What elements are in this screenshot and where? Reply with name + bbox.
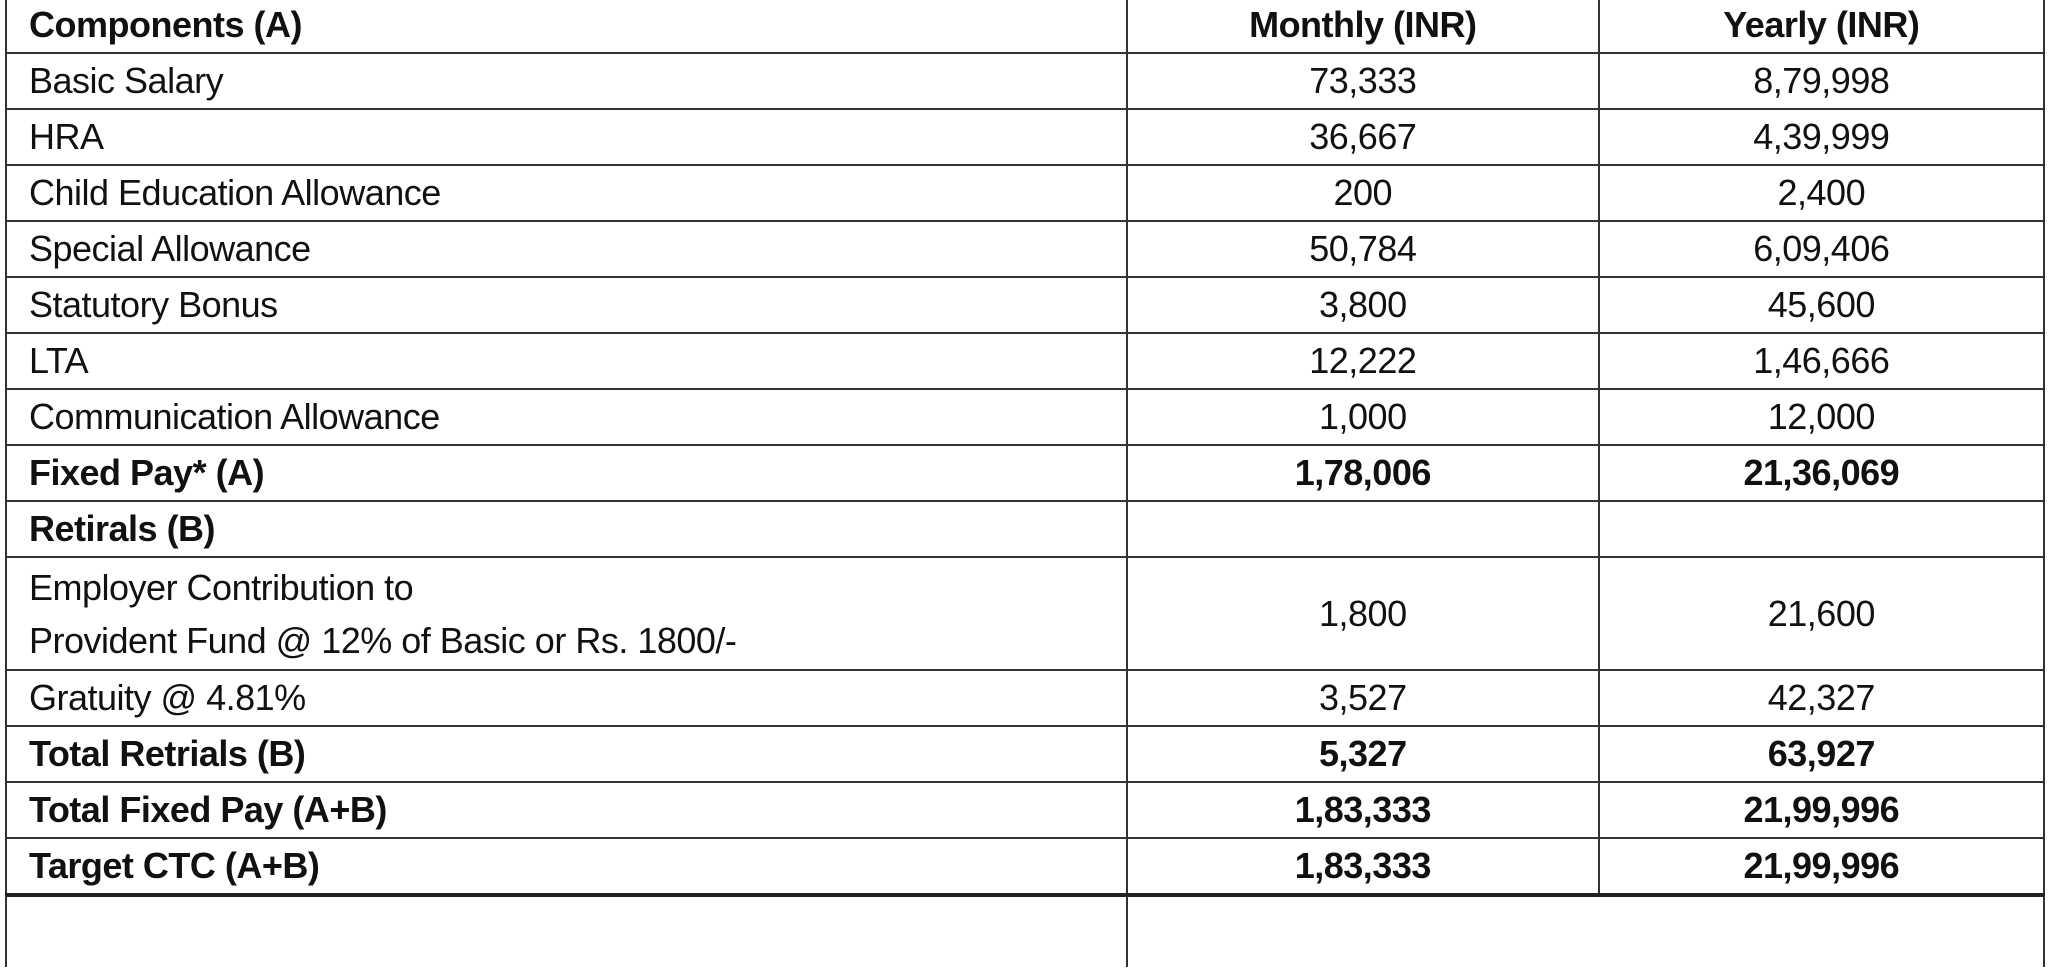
row-yearly: 63,927 [1599, 726, 2044, 782]
table-row-total-retirals [6, 726, 2044, 782]
row-yearly: 45,600 [1599, 277, 2044, 333]
row-label: Retirals (B) [6, 501, 1127, 557]
row-yearly: 21,36,069 [1599, 445, 2044, 501]
empty-cell [6, 895, 1127, 967]
row-monthly: 1,83,333 [1127, 838, 1599, 895]
row-label-line2: Provident Fund @ 12% of Basic or Rs. 1800/- [29, 619, 737, 661]
row-label-line1: Employer Contribution to [29, 566, 414, 608]
row-monthly: 1,78,006 [1127, 445, 1599, 501]
row-yearly: 2,400 [1599, 165, 2044, 221]
header-components: Components (A) [6, 0, 1127, 53]
table-header-row [6, 0, 2044, 53]
row-monthly [1127, 501, 1599, 557]
row-label: LTA [6, 333, 1127, 389]
row-yearly: 1,46,666 [1599, 333, 2044, 389]
row-yearly: 21,600 [1599, 557, 2044, 670]
table-row-retirals-heading [6, 501, 2044, 557]
table-row-basic-salary [6, 53, 2044, 109]
header-yearly: Yearly (INR) [1599, 0, 2044, 53]
row-label: Gratuity @ 4.81% [6, 670, 1127, 726]
row-monthly: 73,333 [1127, 53, 1599, 109]
table-row-fixed-pay [6, 445, 2044, 501]
table-row-communication-allowance [6, 389, 2044, 445]
row-monthly: 1,83,333 [1127, 782, 1599, 838]
row-monthly: 1,800 [1127, 557, 1599, 670]
table-row-target-ctc [6, 838, 2044, 895]
table-row-special-allowance [6, 221, 2044, 277]
row-label: Communication Allowance [6, 389, 1127, 445]
row-label: Statutory Bonus [6, 277, 1127, 333]
row-monthly: 12,222 [1127, 333, 1599, 389]
row-yearly: 6,09,406 [1599, 221, 2044, 277]
table-row-gratuity [6, 670, 2044, 726]
row-label: Total Retrials (B) [6, 726, 1127, 782]
table-row-empty [6, 895, 2044, 967]
row-yearly: 21,99,996 [1599, 782, 2044, 838]
table-row-statutory-bonus [6, 277, 2044, 333]
row-monthly: 36,667 [1127, 109, 1599, 165]
row-yearly: 42,327 [1599, 670, 2044, 726]
row-monthly: 3,800 [1127, 277, 1599, 333]
table-row-total-fixed-pay [6, 782, 2044, 838]
salary-breakup-table [5, 0, 2045, 967]
row-label: Child Education Allowance [6, 165, 1127, 221]
row-monthly: 50,784 [1127, 221, 1599, 277]
table-row-lta [6, 333, 2044, 389]
header-monthly: Monthly (INR) [1127, 0, 1599, 53]
row-yearly [1599, 501, 2044, 557]
table-row-employer-pf [6, 557, 2044, 670]
row-monthly: 1,000 [1127, 389, 1599, 445]
table-row-child-education [6, 165, 2044, 221]
table-row-hra [6, 109, 2044, 165]
row-yearly: 12,000 [1599, 389, 2044, 445]
row-label: Special Allowance [6, 221, 1127, 277]
row-label: Basic Salary [6, 53, 1127, 109]
row-label [6, 557, 1127, 670]
row-yearly: 8,79,998 [1599, 53, 2044, 109]
row-yearly: 4,39,999 [1599, 109, 2044, 165]
row-label: Total Fixed Pay (A+B) [6, 782, 1127, 838]
empty-cell [1127, 895, 2044, 967]
row-label: HRA [6, 109, 1127, 165]
row-yearly: 21,99,996 [1599, 838, 2044, 895]
row-label: Fixed Pay* (A) [6, 445, 1127, 501]
row-monthly: 3,527 [1127, 670, 1599, 726]
row-monthly: 200 [1127, 165, 1599, 221]
row-label: Target CTC (A+B) [6, 838, 1127, 895]
row-monthly: 5,327 [1127, 726, 1599, 782]
